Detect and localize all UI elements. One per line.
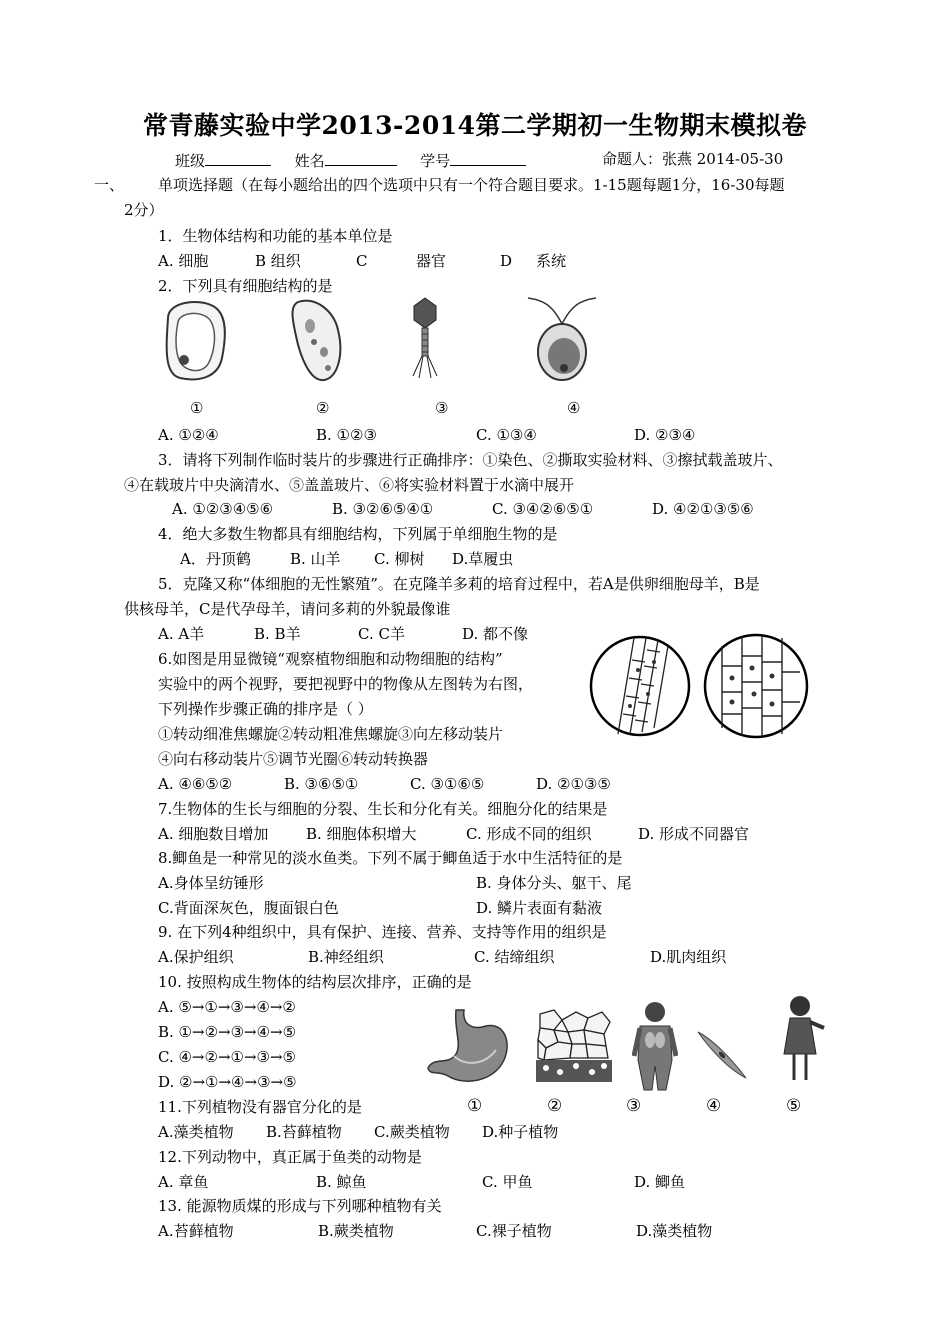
q9-option-c[interactable]: C. 结缔组织: [474, 948, 555, 966]
q1-option-c-text: 器官: [416, 252, 447, 270]
q7-option-c[interactable]: C. 形成不同的组织: [466, 825, 592, 843]
q9-option-b[interactable]: B.神经组织: [308, 948, 384, 966]
section-instruction-1: 单项选择题（在每小题给出的四个选项中只有一个符合题目要求。1-15题每题1分，16-30每题: [158, 176, 785, 194]
q12-option-d[interactable]: D. 鲫鱼: [634, 1173, 686, 1191]
q5-stem-1: 5．克隆又称“体细胞的无性繁殖”。在克隆羊多莉的培育过程中，若A是供卵细胞母羊，B是: [158, 575, 760, 593]
q3-option-b[interactable]: B. ③②⑥⑤④①: [332, 500, 434, 518]
q9-option-d[interactable]: D.肌肉组织: [650, 948, 727, 966]
q1-option-c[interactable]: C: [356, 252, 368, 270]
q9-stem: 9. 在下列4种组织中，具有保护、连接、营养、支持等作用的组织是: [158, 923, 607, 941]
q8-option-b[interactable]: B. 身体分头、躯干、尾: [476, 874, 632, 892]
q10-option-d[interactable]: D. ②→①→④→③→⑤: [158, 1073, 297, 1091]
q11-option-b[interactable]: B.苔藓植物: [266, 1123, 342, 1141]
q10-option-a[interactable]: A. ⑤→①→③→④→②: [158, 998, 296, 1016]
q5-option-b[interactable]: B. B羊: [254, 625, 301, 643]
q4-option-a[interactable]: A．丹顶鹤: [180, 550, 251, 568]
q9-options: [158, 947, 726, 967]
q9-option-a[interactable]: A.保护组织: [158, 948, 234, 966]
q12-stem: 12.下列动物中，真正属于鱼类的动物是: [158, 1148, 422, 1166]
q13-option-b[interactable]: B.蕨类植物: [318, 1222, 394, 1240]
q3-option-d[interactable]: D. ④②①③⑤⑥: [652, 500, 754, 518]
q10-label-1: ①: [467, 1096, 483, 1116]
q12-options: [158, 1172, 685, 1192]
q8-stem: 8.鲫鱼是一种常见的淡水鱼类。下列不属于鲫鱼适于水中生活特征的是: [158, 849, 623, 867]
q2-options: [158, 425, 695, 445]
class-blank[interactable]: [205, 149, 271, 166]
q12-option-b[interactable]: B. 鲸鱼: [316, 1173, 367, 1191]
q13-options: [158, 1221, 712, 1241]
class-label: 班级: [175, 152, 206, 170]
q1-option-d[interactable]: D: [500, 252, 513, 270]
q3-stem-2: ④在载玻片中央滴清水、⑤盖盖玻片、⑥将实验材料置于水滴中展开: [124, 476, 575, 494]
q2-label-1: ①: [190, 399, 204, 417]
section-instruction-2: 2分）: [124, 201, 164, 219]
bacteriophage-figure: [410, 296, 440, 380]
q6-stem-2: 实验中的两个视野，要把视野中的物像从左图转为右图，: [158, 675, 534, 693]
q2-option-a[interactable]: A. ①②④: [158, 426, 219, 444]
name-label: 姓名: [294, 152, 325, 170]
q6-option-d[interactable]: D. ②①③⑤: [536, 775, 611, 793]
q10-option-b[interactable]: B. ①→②→③→④→⑤: [158, 1023, 297, 1041]
q4-option-c[interactable]: C. 柳树: [374, 550, 425, 568]
q10-label-2: ②: [547, 1096, 563, 1116]
q3-option-c[interactable]: C. ③④②⑥⑤①: [492, 500, 594, 518]
q7-option-b[interactable]: B. 细胞体积增大: [306, 825, 417, 843]
q12-option-a[interactable]: A. 章鱼: [158, 1173, 209, 1191]
human-organs-figure: [632, 1000, 678, 1092]
q6-steps-1: ①转动细准焦螺旋②转动粗准焦螺旋③向左移动装片: [158, 725, 504, 743]
q1-stem: 1．生物体结构和功能的基本单位是: [158, 227, 393, 245]
q6-stem-1: 6.如图是用显微镜“观察植物细胞和动物细胞的结构”: [158, 650, 503, 668]
name-blank[interactable]: [325, 149, 397, 166]
q8-option-c[interactable]: C.背面深灰色，腹面银白色: [158, 899, 339, 917]
q5-stem-2: 供核母羊，C是代孕母羊，请问多莉的外貌最像谁: [124, 600, 451, 618]
q4-option-b[interactable]: B. 山羊: [290, 550, 341, 568]
q10-label-3: ③: [626, 1096, 642, 1116]
q11-stem: 11.下列植物没有器官分化的是: [158, 1098, 362, 1116]
q6-stem-3: 下列操作步骤正确的排序是（ ）: [158, 700, 373, 718]
q4-option-d[interactable]: D.草履虫: [452, 550, 514, 568]
author-line: 命题人：张燕 2014-05-30: [602, 150, 784, 168]
q10-label-4: ④: [706, 1096, 722, 1116]
paramecium-figure: [284, 296, 352, 382]
q6-option-b[interactable]: B. ③⑥⑤①: [284, 775, 359, 793]
q10-label-5: ⑤: [786, 1096, 802, 1116]
microscope-view-left: [588, 634, 692, 738]
q2-option-b[interactable]: B. ①②③: [316, 426, 377, 444]
q3-stem-1: 3．请将下列制作临时装片的步骤进行正确排序：①染色、②撕取实验材料、③擦拭载盖玻片、: [158, 451, 783, 469]
info-line: [175, 149, 526, 171]
q6-steps-2: ④向右移动装片⑤调节光圈⑥转动转换器: [158, 750, 429, 768]
q3-options: [172, 499, 754, 519]
q12-option-c[interactable]: C. 甲鱼: [482, 1173, 533, 1191]
q1-option-d-text: 系统: [536, 252, 567, 270]
q2-stem: 2．下列具有细胞结构的是: [158, 277, 333, 295]
q13-stem: 13. 能源物质煤的形成与下列哪种植物有关: [158, 1197, 442, 1215]
q7-stem: 7.生物体的生长与细胞的分裂、生长和分化有关。细胞分化的结果是: [158, 800, 608, 818]
q6-option-c[interactable]: C. ③①⑥⑤: [410, 775, 485, 793]
q4-options: [180, 549, 513, 569]
muscle-cell-figure: [694, 1026, 750, 1082]
q7-option-d[interactable]: D. 形成不同器官: [638, 825, 750, 843]
q2-label-2: ②: [316, 399, 330, 417]
q4-stem: 4．绝大多数生物都具有细胞结构，下列属于单细胞生物的是: [158, 525, 558, 543]
q5-option-c[interactable]: C. C羊: [358, 625, 405, 643]
q3-option-a[interactable]: A. ①②③④⑤⑥: [172, 500, 274, 518]
q8-option-d[interactable]: D. 鳞片表面有黏液: [476, 899, 603, 917]
q11-option-d[interactable]: D.种子植物: [482, 1123, 559, 1141]
q1-option-b[interactable]: B 组织: [255, 252, 301, 270]
q2-label-3: ③: [435, 399, 449, 417]
id-blank[interactable]: [450, 149, 526, 166]
q8-option-a[interactable]: A.身体呈纺锤形: [158, 874, 264, 892]
q11-option-c[interactable]: C.蕨类植物: [374, 1123, 450, 1141]
q2-option-d[interactable]: D. ②③④: [634, 426, 696, 444]
animal-cell-figure: [158, 298, 230, 384]
epithelial-tissue-figure: [536, 1008, 612, 1082]
q10-option-c[interactable]: C. ④→②→①→③→⑤: [158, 1048, 296, 1066]
q6-options: [158, 774, 611, 794]
page-title: 常青藤实验中学2013-2014第二学期初一生物期末模拟卷: [142, 111, 808, 140]
q2-option-c[interactable]: C. ①③④: [476, 426, 537, 444]
q13-option-a[interactable]: A.苔藓植物: [158, 1222, 234, 1240]
section-number: 一、: [94, 176, 125, 194]
q13-option-c[interactable]: C.裸子植物: [476, 1222, 552, 1240]
id-label: 学号: [420, 152, 451, 170]
q13-option-d[interactable]: D.藻类植物: [636, 1222, 713, 1240]
chlamydomonas-figure: [522, 294, 602, 384]
q5-options: [158, 624, 528, 644]
q6-option-a[interactable]: A. ④⑥⑤②: [158, 775, 233, 793]
q5-option-a[interactable]: A. A羊: [158, 625, 205, 643]
q2-label-4: ④: [567, 399, 581, 417]
stomach-figure: [424, 1006, 514, 1088]
q10-stem: 10. 按照构成生物体的结构层次排序，正确的是: [158, 973, 472, 991]
q11-option-a[interactable]: A.藻类植物: [158, 1123, 234, 1141]
q7-options: [158, 824, 749, 844]
q1-option-a[interactable]: A. 细胞: [158, 252, 209, 270]
q1-options: [158, 251, 566, 271]
microscope-view-right: [702, 632, 810, 740]
q11-options: [158, 1122, 558, 1142]
q7-option-a[interactable]: A. 细胞数目增加: [158, 825, 269, 843]
q5-option-d[interactable]: D. 都不像: [462, 625, 529, 643]
girl-figure: [782, 994, 826, 1086]
